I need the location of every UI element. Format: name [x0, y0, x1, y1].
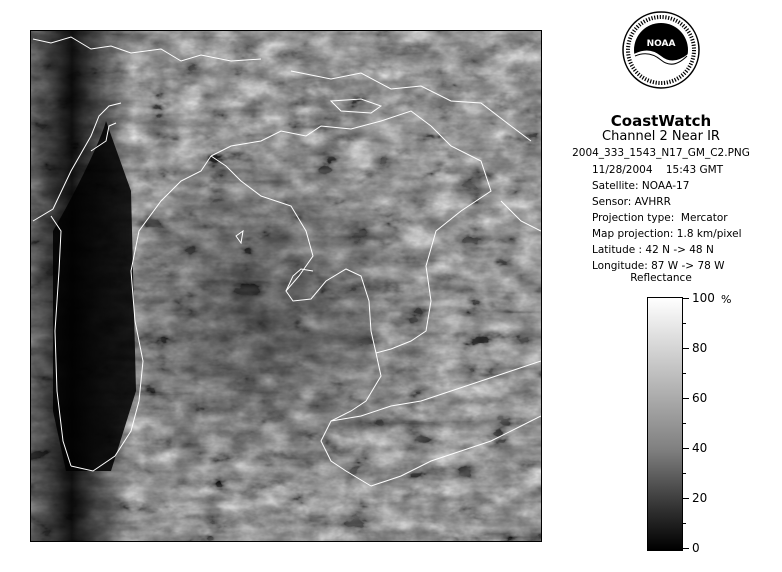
colorbar-tick-label: 20	[692, 491, 708, 505]
colorbar-tick	[683, 348, 689, 349]
reflectance-colorbar	[647, 297, 683, 551]
satellite-image[interactable]	[30, 30, 542, 542]
colorbar-unit: %	[721, 293, 732, 306]
colorbar-tick	[683, 548, 689, 549]
colorbar-tick-label: 40	[692, 441, 708, 455]
colorbar-tick	[683, 448, 689, 449]
colorbar-tick-label: 0	[692, 541, 700, 555]
colorbar-minor-tick	[683, 523, 686, 524]
colorbar-minor-tick	[683, 323, 686, 324]
colorbar-minor-tick	[683, 373, 686, 374]
map-projection: Map projection: 1.8 km/pixel	[592, 228, 742, 240]
longitude-range: Longitude: 87 W -> 78 W	[592, 260, 725, 272]
colorbar-minor-tick	[683, 423, 686, 424]
colorbar-tick	[683, 298, 689, 299]
colorbar-tick-label: 60	[692, 391, 708, 405]
agency-title: CoastWatch	[610, 112, 712, 130]
colorbar-tick	[683, 498, 689, 499]
latitude-range: Latitude : 42 N -> 48 N	[592, 244, 714, 256]
reflectance-image	[31, 31, 542, 542]
projection-type: Projection type: Mercator	[592, 212, 728, 224]
channel-title: Channel 2 Near IR	[602, 129, 720, 144]
colorbar-minor-tick	[683, 473, 686, 474]
datetime: 11/28/2004 15:43 GMT	[592, 164, 724, 176]
logo-text: NOAA	[646, 39, 676, 49]
colorbar-tick-label: 100	[692, 291, 715, 305]
colorbar-tick-label: 80	[692, 341, 708, 355]
colorbar-title: Reflectance	[630, 272, 692, 284]
filename: 2004_333_1543_N17_GM_C2.PNG	[572, 147, 750, 159]
sensor: Sensor: AVHRR	[592, 196, 671, 208]
satellite: Satellite: NOAA-17	[592, 180, 690, 192]
noaa-logo	[621, 10, 701, 90]
colorbar-tick	[683, 398, 689, 399]
